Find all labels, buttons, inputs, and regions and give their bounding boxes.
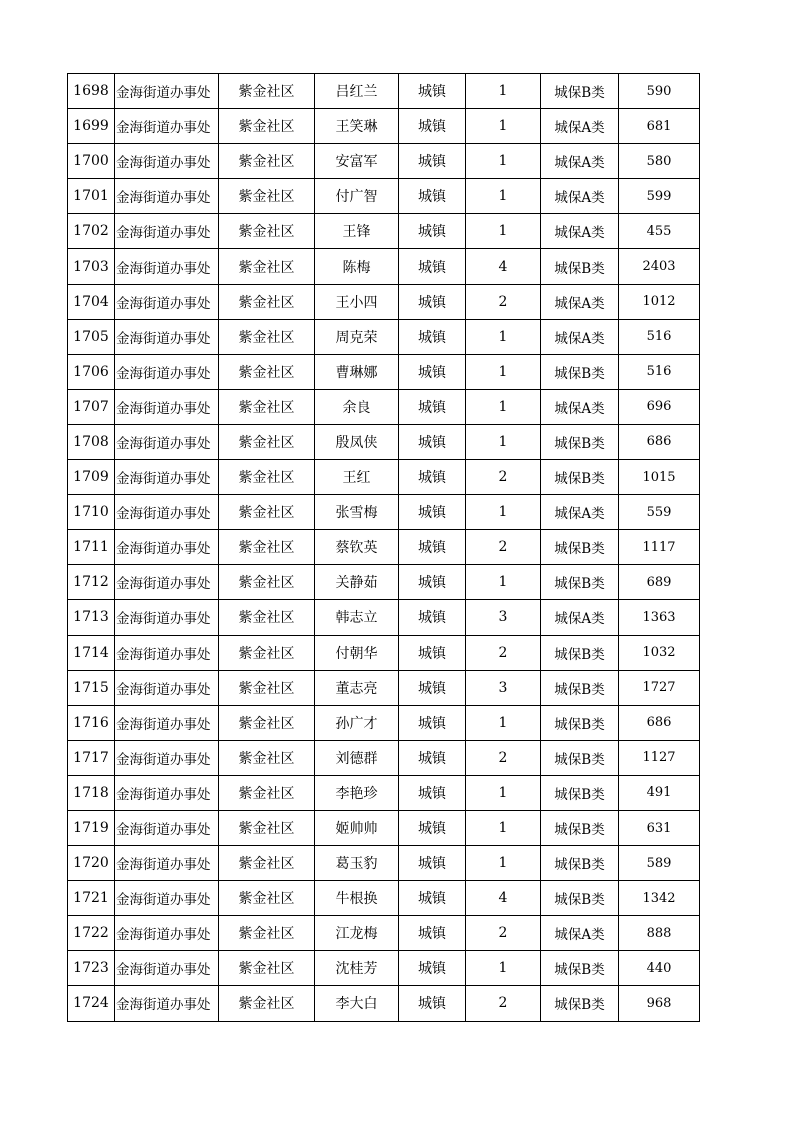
row-id-cell: 1721 xyxy=(68,881,115,916)
office-cell: 金海街道办事处 xyxy=(115,249,219,284)
insurance-category-cell: 城保A类 xyxy=(541,319,619,354)
household-type-cell: 城镇 xyxy=(399,214,466,249)
insurance-category-cell: 城保B类 xyxy=(541,986,619,1021)
amount-cell: 1012 xyxy=(619,284,700,319)
office-cell: 金海街道办事处 xyxy=(115,635,219,670)
household-type-cell: 城镇 xyxy=(399,284,466,319)
member-count-cell: 1 xyxy=(466,846,541,881)
office-cell: 金海街道办事处 xyxy=(115,214,219,249)
office-cell: 金海街道办事处 xyxy=(115,951,219,986)
office-cell: 金海街道办事处 xyxy=(115,179,219,214)
row-id-cell: 1707 xyxy=(68,389,115,424)
member-count-cell: 2 xyxy=(466,460,541,495)
member-count-cell: 2 xyxy=(466,916,541,951)
row-id-cell: 1722 xyxy=(68,916,115,951)
amount-cell: 491 xyxy=(619,775,700,810)
insurance-category-cell: 城保A类 xyxy=(541,109,619,144)
amount-cell: 599 xyxy=(619,179,700,214)
household-type-cell: 城镇 xyxy=(399,986,466,1021)
community-cell: 紫金社区 xyxy=(219,881,315,916)
table-row xyxy=(68,810,700,845)
office-cell: 金海街道办事处 xyxy=(115,740,219,775)
amount-cell: 1127 xyxy=(619,740,700,775)
office-cell: 金海街道办事处 xyxy=(115,460,219,495)
household-type-cell: 城镇 xyxy=(399,144,466,179)
amount-cell: 689 xyxy=(619,565,700,600)
insurance-category-cell: 城保B类 xyxy=(541,565,619,600)
amount-cell: 1727 xyxy=(619,670,700,705)
insurance-category-cell: 城保B类 xyxy=(541,951,619,986)
community-cell: 紫金社区 xyxy=(219,565,315,600)
member-count-cell: 1 xyxy=(466,705,541,740)
insurance-category-cell: 城保A类 xyxy=(541,179,619,214)
name-cell: 张雪梅 xyxy=(315,495,399,530)
insurance-category-cell: 城保A类 xyxy=(541,284,619,319)
community-cell: 紫金社区 xyxy=(219,846,315,881)
row-id-cell: 1720 xyxy=(68,846,115,881)
member-count-cell: 2 xyxy=(466,740,541,775)
office-cell: 金海街道办事处 xyxy=(115,705,219,740)
community-cell: 紫金社区 xyxy=(219,74,315,109)
community-cell: 紫金社区 xyxy=(219,670,315,705)
community-cell: 紫金社区 xyxy=(219,424,315,459)
household-type-cell: 城镇 xyxy=(399,705,466,740)
name-cell: 王小四 xyxy=(315,284,399,319)
table-row xyxy=(68,565,700,600)
household-type-cell: 城镇 xyxy=(399,530,466,565)
amount-cell: 1117 xyxy=(619,530,700,565)
office-cell: 金海街道办事处 xyxy=(115,986,219,1021)
community-cell: 紫金社区 xyxy=(219,389,315,424)
community-cell: 紫金社区 xyxy=(219,179,315,214)
amount-cell: 686 xyxy=(619,424,700,459)
household-type-cell: 城镇 xyxy=(399,424,466,459)
member-count-cell: 1 xyxy=(466,109,541,144)
table-row xyxy=(68,670,700,705)
community-cell: 紫金社区 xyxy=(219,214,315,249)
row-id-cell: 1718 xyxy=(68,775,115,810)
name-cell: 李大白 xyxy=(315,986,399,1021)
row-id-cell: 1709 xyxy=(68,460,115,495)
household-type-cell: 城镇 xyxy=(399,249,466,284)
row-id-cell: 1708 xyxy=(68,424,115,459)
name-cell: 蔡钦英 xyxy=(315,530,399,565)
name-cell: 付朝华 xyxy=(315,635,399,670)
insurance-category-cell: 城保B类 xyxy=(541,846,619,881)
office-cell: 金海街道办事处 xyxy=(115,565,219,600)
insurance-category-cell: 城保B类 xyxy=(541,354,619,389)
name-cell: 安富军 xyxy=(315,144,399,179)
amount-cell: 968 xyxy=(619,986,700,1021)
household-type-cell: 城镇 xyxy=(399,740,466,775)
office-cell: 金海街道办事处 xyxy=(115,144,219,179)
row-id-cell: 1710 xyxy=(68,495,115,530)
community-cell: 紫金社区 xyxy=(219,740,315,775)
amount-cell: 631 xyxy=(619,810,700,845)
roster-body xyxy=(68,74,700,1022)
household-type-cell: 城镇 xyxy=(399,179,466,214)
name-cell: 陈梅 xyxy=(315,249,399,284)
community-cell: 紫金社区 xyxy=(219,460,315,495)
table-row xyxy=(68,635,700,670)
row-id-cell: 1702 xyxy=(68,214,115,249)
row-id-cell: 1704 xyxy=(68,284,115,319)
table-row xyxy=(68,705,700,740)
table-row xyxy=(68,354,700,389)
insurance-category-cell: 城保B类 xyxy=(541,775,619,810)
office-cell: 金海街道办事处 xyxy=(115,916,219,951)
row-id-cell: 1705 xyxy=(68,319,115,354)
household-type-cell: 城镇 xyxy=(399,319,466,354)
member-count-cell: 1 xyxy=(466,389,541,424)
member-count-cell: 1 xyxy=(466,565,541,600)
row-id-cell: 1716 xyxy=(68,705,115,740)
row-id-cell: 1701 xyxy=(68,179,115,214)
household-type-cell: 城镇 xyxy=(399,810,466,845)
insurance-category-cell: 城保A类 xyxy=(541,144,619,179)
insurance-category-cell: 城保A类 xyxy=(541,389,619,424)
name-cell: 付广智 xyxy=(315,179,399,214)
member-count-cell: 2 xyxy=(466,284,541,319)
row-id-cell: 1698 xyxy=(68,74,115,109)
member-count-cell: 2 xyxy=(466,635,541,670)
office-cell: 金海街道办事处 xyxy=(115,810,219,845)
member-count-cell: 1 xyxy=(466,74,541,109)
member-count-cell: 3 xyxy=(466,670,541,705)
insurance-category-cell: 城保B类 xyxy=(541,881,619,916)
member-count-cell: 1 xyxy=(466,354,541,389)
community-cell: 紫金社区 xyxy=(219,916,315,951)
household-type-cell: 城镇 xyxy=(399,951,466,986)
household-type-cell: 城镇 xyxy=(399,670,466,705)
insurance-category-cell: 城保B类 xyxy=(541,249,619,284)
amount-cell: 1015 xyxy=(619,460,700,495)
office-cell: 金海街道办事处 xyxy=(115,775,219,810)
member-count-cell: 2 xyxy=(466,986,541,1021)
community-cell: 紫金社区 xyxy=(219,600,315,635)
table-row xyxy=(68,319,700,354)
insurance-category-cell: 城保B类 xyxy=(541,670,619,705)
member-count-cell: 1 xyxy=(466,319,541,354)
member-count-cell: 2 xyxy=(466,530,541,565)
office-cell: 金海街道办事处 xyxy=(115,284,219,319)
member-count-cell: 1 xyxy=(466,951,541,986)
office-cell: 金海街道办事处 xyxy=(115,530,219,565)
insurance-category-cell: 城保B类 xyxy=(541,424,619,459)
community-cell: 紫金社区 xyxy=(219,810,315,845)
insurance-category-cell: 城保B类 xyxy=(541,530,619,565)
name-cell: 周克荣 xyxy=(315,319,399,354)
table-row xyxy=(68,179,700,214)
community-cell: 紫金社区 xyxy=(219,144,315,179)
roster-table xyxy=(67,73,700,1022)
member-count-cell: 1 xyxy=(466,810,541,845)
household-type-cell: 城镇 xyxy=(399,846,466,881)
insurance-category-cell: 城保B类 xyxy=(541,74,619,109)
amount-cell: 686 xyxy=(619,705,700,740)
row-id-cell: 1700 xyxy=(68,144,115,179)
household-type-cell: 城镇 xyxy=(399,600,466,635)
amount-cell: 440 xyxy=(619,951,700,986)
amount-cell: 589 xyxy=(619,846,700,881)
amount-cell: 1342 xyxy=(619,881,700,916)
name-cell: 王红 xyxy=(315,460,399,495)
member-count-cell: 4 xyxy=(466,881,541,916)
name-cell: 李艳珍 xyxy=(315,775,399,810)
table-row xyxy=(68,916,700,951)
row-id-cell: 1714 xyxy=(68,635,115,670)
community-cell: 紫金社区 xyxy=(219,986,315,1021)
office-cell: 金海街道办事处 xyxy=(115,600,219,635)
name-cell: 刘德群 xyxy=(315,740,399,775)
table-row xyxy=(68,530,700,565)
community-cell: 紫金社区 xyxy=(219,319,315,354)
member-count-cell: 1 xyxy=(466,775,541,810)
table-row xyxy=(68,495,700,530)
insurance-category-cell: 城保B类 xyxy=(541,460,619,495)
name-cell: 韩志立 xyxy=(315,600,399,635)
row-id-cell: 1717 xyxy=(68,740,115,775)
office-cell: 金海街道办事处 xyxy=(115,354,219,389)
amount-cell: 1363 xyxy=(619,600,700,635)
name-cell: 王锋 xyxy=(315,214,399,249)
office-cell: 金海街道办事处 xyxy=(115,109,219,144)
row-id-cell: 1711 xyxy=(68,530,115,565)
community-cell: 紫金社区 xyxy=(219,530,315,565)
insurance-category-cell: 城保A类 xyxy=(541,495,619,530)
table-row xyxy=(68,460,700,495)
amount-cell: 516 xyxy=(619,354,700,389)
amount-cell: 559 xyxy=(619,495,700,530)
member-count-cell: 4 xyxy=(466,249,541,284)
household-type-cell: 城镇 xyxy=(399,881,466,916)
member-count-cell: 1 xyxy=(466,144,541,179)
community-cell: 紫金社区 xyxy=(219,635,315,670)
name-cell: 沈桂芳 xyxy=(315,951,399,986)
name-cell: 董志亮 xyxy=(315,670,399,705)
insurance-category-cell: 城保B类 xyxy=(541,810,619,845)
table-row xyxy=(68,74,700,109)
community-cell: 紫金社区 xyxy=(219,705,315,740)
table-row xyxy=(68,389,700,424)
member-count-cell: 1 xyxy=(466,214,541,249)
community-cell: 紫金社区 xyxy=(219,495,315,530)
household-type-cell: 城镇 xyxy=(399,635,466,670)
household-type-cell: 城镇 xyxy=(399,109,466,144)
table-row xyxy=(68,881,700,916)
household-type-cell: 城镇 xyxy=(399,916,466,951)
table-row xyxy=(68,214,700,249)
office-cell: 金海街道办事处 xyxy=(115,424,219,459)
name-cell: 姬帅帅 xyxy=(315,810,399,845)
table-row xyxy=(68,144,700,179)
office-cell: 金海街道办事处 xyxy=(115,670,219,705)
row-id-cell: 1699 xyxy=(68,109,115,144)
table-row xyxy=(68,846,700,881)
household-type-cell: 城镇 xyxy=(399,775,466,810)
office-cell: 金海街道办事处 xyxy=(115,389,219,424)
name-cell: 吕红兰 xyxy=(315,74,399,109)
table-row xyxy=(68,600,700,635)
amount-cell: 696 xyxy=(619,389,700,424)
household-type-cell: 城镇 xyxy=(399,74,466,109)
community-cell: 紫金社区 xyxy=(219,284,315,319)
household-type-cell: 城镇 xyxy=(399,389,466,424)
member-count-cell: 1 xyxy=(466,495,541,530)
row-id-cell: 1719 xyxy=(68,810,115,845)
row-id-cell: 1713 xyxy=(68,600,115,635)
insurance-category-cell: 城保B类 xyxy=(541,635,619,670)
row-id-cell: 1703 xyxy=(68,249,115,284)
amount-cell: 1032 xyxy=(619,635,700,670)
insurance-category-cell: 城保A类 xyxy=(541,916,619,951)
member-count-cell: 1 xyxy=(466,424,541,459)
insurance-category-cell: 城保B类 xyxy=(541,740,619,775)
table-row xyxy=(68,249,700,284)
community-cell: 紫金社区 xyxy=(219,951,315,986)
name-cell: 孙广才 xyxy=(315,705,399,740)
table-row xyxy=(68,986,700,1021)
member-count-cell: 3 xyxy=(466,600,541,635)
name-cell: 江龙梅 xyxy=(315,916,399,951)
insurance-category-cell: 城保A类 xyxy=(541,214,619,249)
insurance-category-cell: 城保B类 xyxy=(541,705,619,740)
name-cell: 葛玉豹 xyxy=(315,846,399,881)
amount-cell: 580 xyxy=(619,144,700,179)
office-cell: 金海街道办事处 xyxy=(115,319,219,354)
insurance-category-cell: 城保A类 xyxy=(541,600,619,635)
amount-cell: 2403 xyxy=(619,249,700,284)
name-cell: 殷凤侠 xyxy=(315,424,399,459)
community-cell: 紫金社区 xyxy=(219,775,315,810)
table-row xyxy=(68,951,700,986)
community-cell: 紫金社区 xyxy=(219,354,315,389)
name-cell: 王笑琳 xyxy=(315,109,399,144)
table-row xyxy=(68,775,700,810)
member-count-cell: 1 xyxy=(466,179,541,214)
amount-cell: 681 xyxy=(619,109,700,144)
household-type-cell: 城镇 xyxy=(399,354,466,389)
office-cell: 金海街道办事处 xyxy=(115,846,219,881)
amount-cell: 590 xyxy=(619,74,700,109)
row-id-cell: 1715 xyxy=(68,670,115,705)
amount-cell: 455 xyxy=(619,214,700,249)
office-cell: 金海街道办事处 xyxy=(115,495,219,530)
community-cell: 紫金社区 xyxy=(219,249,315,284)
name-cell: 关静茹 xyxy=(315,565,399,600)
amount-cell: 516 xyxy=(619,319,700,354)
household-type-cell: 城镇 xyxy=(399,565,466,600)
table-row xyxy=(68,424,700,459)
name-cell: 牛根换 xyxy=(315,881,399,916)
household-type-cell: 城镇 xyxy=(399,495,466,530)
office-cell: 金海街道办事处 xyxy=(115,881,219,916)
amount-cell: 888 xyxy=(619,916,700,951)
name-cell: 余良 xyxy=(315,389,399,424)
table-row xyxy=(68,740,700,775)
community-cell: 紫金社区 xyxy=(219,109,315,144)
row-id-cell: 1723 xyxy=(68,951,115,986)
office-cell: 金海街道办事处 xyxy=(115,74,219,109)
row-id-cell: 1712 xyxy=(68,565,115,600)
household-type-cell: 城镇 xyxy=(399,460,466,495)
row-id-cell: 1706 xyxy=(68,354,115,389)
table-row xyxy=(68,284,700,319)
table-row xyxy=(68,109,700,144)
row-id-cell: 1724 xyxy=(68,986,115,1021)
name-cell: 曹琳娜 xyxy=(315,354,399,389)
